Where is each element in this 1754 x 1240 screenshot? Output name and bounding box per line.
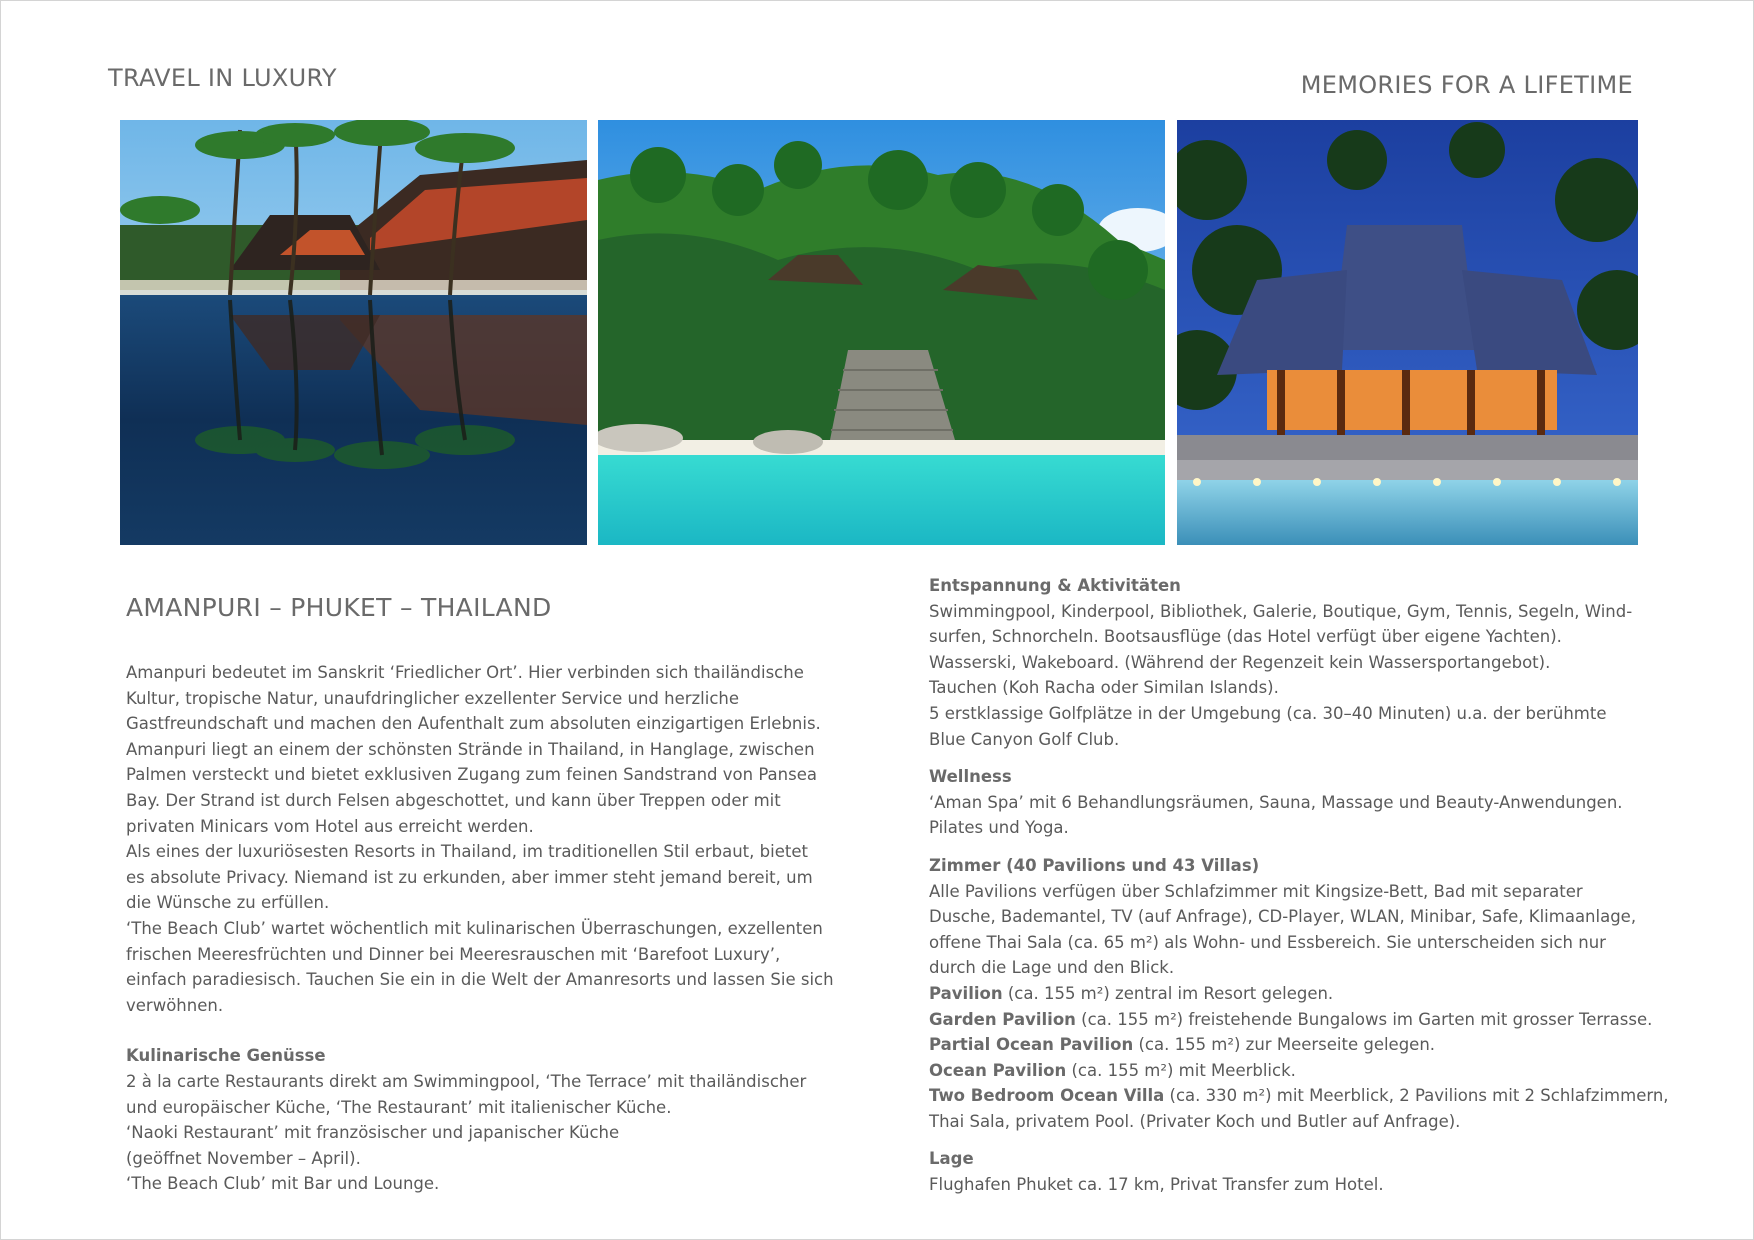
header-tagline-left: TRAVEL IN LUXURY (108, 64, 337, 92)
zimmer-heading: Zimmer (40 Pavilions und 43 Villas) (929, 855, 1260, 875)
text-line: ‘The Beach Club’ mit Bar und Lounge. (126, 1174, 440, 1194)
beach-bay-palms-photo (598, 120, 1165, 545)
text-line: frischen Meeresfrüchten und Dinner bei Meeresrauschen mit ‘Barefoot Luxury’, (126, 944, 781, 964)
kulinarisch-heading: Kulinarische Genüsse (126, 1046, 326, 1066)
text-line: ‘Naoki Restaurant’ mit französischer und japanischer Küche (126, 1123, 620, 1143)
room-type-name: Ocean Pavilion (929, 1060, 1067, 1080)
text-line: Tauchen (Koh Racha oder Similan Islands). (929, 678, 1279, 698)
text-line: Dusche, Bademantel, TV (auf Anfrage), CD-Player, WLAN, Minibar, Safe, Klimaanlage, (929, 907, 1637, 927)
left-text-column (126, 593, 834, 1197)
text-line: Flughafen Phuket ca. 17 km, Privat Transfer zum Hotel. (929, 1175, 1384, 1195)
text-line: die Wünsche zu erfüllen. (126, 893, 330, 913)
text-line: Amanpuri bedeutet im Sanskrit ‘Friedlicher Ort’. Hier verbinden sich thailändische (126, 663, 804, 682)
text-line: Als eines der luxuriösesten Resorts in Thailand, im traditionellen Stil erbaut, bietet (126, 842, 808, 862)
wellness-heading: Wellness (929, 767, 1012, 787)
wellness-section (929, 764, 1649, 841)
header-tagline-right: MEMORIES FOR A LIFETIME (1300, 71, 1633, 99)
text-line: Bay. Der Strand ist durch Felsen abgeschottet, und kann über Treppen oder mit (126, 790, 781, 810)
text-line: 5 erstklassige Golfplätze in der Umgebung (ca. 30–40 Minuten) u.a. der berühmte (929, 703, 1607, 723)
text-line: einfach paradiesisch. Tauchen Sie ein in die Welt der Amanresorts und lassen Sie sich (126, 970, 834, 990)
text-line: es absolute Privacy. Niemand ist zu erkunden, aber immer steht jemand bereit, um (126, 867, 813, 887)
lage-heading: Lage (929, 1149, 974, 1169)
zimmer-section (929, 853, 1669, 1135)
text-line: ‘Aman Spa’ mit 6 Behandlungsräumen, Sauna, Massage und Beauty-Anwendungen. (929, 792, 1623, 812)
room-type-line (929, 1032, 1649, 1058)
text-line: verwöhnen. (126, 995, 224, 1015)
text-line: surfen, Schnorcheln. Bootsausflüge (das Hotel verfügt über eigene Yachten). (929, 627, 1562, 647)
room-type-line (929, 1058, 1649, 1084)
text-line: Alle Pavilions verfügen über Schlafzimmer mit Kingsize-Bett, Bad mit separater (929, 881, 1583, 901)
kulinarisch-section (126, 1043, 826, 1197)
text-line: Kultur, tropische Natur, unaufdringlicher exzellenter Service und herzliche (126, 688, 740, 708)
right-text-column (929, 573, 1669, 1210)
text-line: Thai Sala, privatem Pool. (Privater Koch und Butler auf Anfrage). (929, 1111, 1461, 1131)
text-line: offene Thai Sala (ca. 65 m²) als Wohn- und Essbereich. Sie unterscheiden sich nur (929, 932, 1606, 952)
room-type-line (929, 1083, 1669, 1109)
resort-pool-reflection-photo (120, 120, 587, 545)
entspannung-heading: Entspannung & Aktivitäten (929, 576, 1181, 595)
room-type-desc: (ca. 155 m²) zur Meerseite gelegen. (1133, 1035, 1436, 1055)
text-line: Amanpuri liegt an einem der schönsten Strände in Thailand, in Hanglage, zwischen (126, 739, 815, 759)
text-line: und europäischer Küche, ‘The Restaurant’ mit italienischer Küche. (126, 1097, 672, 1117)
room-type-line (929, 1007, 1653, 1033)
room-type-name: Two Bedroom Ocean Villa (929, 1086, 1165, 1106)
room-type-line (929, 981, 1649, 1007)
text-line: (geöffnet November – April). (126, 1148, 361, 1168)
room-type-desc: (ca. 155 m²) zentral im Resort gelegen. (1002, 983, 1334, 1003)
room-type-desc: (ca. 155 m²) freistehende Bungalows im Garten mit grosser Terrasse. (1075, 1009, 1653, 1029)
lage-section (929, 1146, 1649, 1197)
entspannung-section (929, 573, 1649, 752)
text-line: privaten Minicars vom Hotel aus erreicht werden. (126, 816, 534, 836)
text-line: 2 à la carte Restaurants direkt am Swimmingpool, ‘The Terrace’ mit thailändischer (126, 1071, 807, 1091)
text-line: Gastfreundschaft und machen den Aufenthalt zum absoluten einzigartigen Erlebnis. (126, 714, 821, 734)
text-line: Palmen versteckt und bietet exklusiven Zugang zum feinen Sandstrand von Pansea (126, 765, 817, 785)
room-type-name: Garden Pavilion (929, 1009, 1076, 1029)
room-type-desc: (ca. 330 m²) mit Meerblick, 2 Pavilions mit 2 Schlafzimmern, (1164, 1086, 1669, 1106)
room-type-desc: (ca. 155 m²) mit Meerblick. (1066, 1060, 1296, 1080)
room-type-name: Pavilion (929, 983, 1003, 1003)
thai-sala-pavilion-night-photo (1177, 120, 1638, 545)
page-title: AMANPURI – PHUKET – THAILAND (126, 593, 552, 622)
text-line: Blue Canyon Golf Club. (929, 729, 1120, 749)
text-line: ‘The Beach Club’ wartet wöchentlich mit kulinarischen Überraschungen, exzellenten (126, 918, 823, 938)
intro-paragraph (126, 660, 834, 1018)
text-line: Wasserski, Wakeboard. (Während der Regenzeit kein Wassersportangebot). (929, 652, 1551, 672)
text-line: durch die Lage und den Blick. (929, 958, 1175, 978)
text-line: Swimmingpool, Kinderpool, Bibliothek, Galerie, Boutique, Gym, Tennis, Segeln, Wind- (929, 601, 1633, 621)
room-type-name: Partial Ocean Pavilion (929, 1035, 1134, 1055)
text-line: Pilates und Yoga. (929, 818, 1069, 838)
